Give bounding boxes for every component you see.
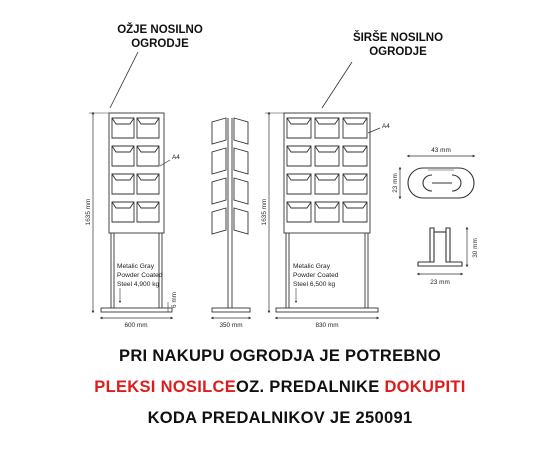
caption-dokupiti: DOKUPITI bbox=[384, 378, 466, 396]
caption-line2 bbox=[0, 378, 560, 397]
narrow-frame-label-line1: OŽJE NOSILNO bbox=[117, 24, 203, 36]
caption-predalnike: OZ. PREDALNIKE bbox=[236, 378, 385, 396]
side-view bbox=[212, 118, 250, 312]
wide-frame-label-line2: OGRODJE bbox=[369, 46, 427, 58]
narrow-width-label: 600 mm bbox=[124, 322, 148, 329]
wide-label-leader bbox=[322, 62, 352, 108]
caption-line3: KODA PREDALNIKOV JE 250091 bbox=[147, 409, 413, 427]
caption-pleksi-nosilce: PLEKSI NOSILCE bbox=[94, 378, 237, 396]
narrow-spec-line1: Metalic Gray bbox=[117, 263, 155, 270]
wide-spec-line3: Steel 6,500 kg bbox=[293, 281, 336, 288]
profile-bottom-width-label: 23 mm bbox=[430, 279, 450, 286]
narrow-stand-pockets bbox=[112, 118, 159, 222]
narrow-frame-label-line2: OGRODJE bbox=[131, 38, 189, 50]
narrow-a4-leader bbox=[160, 160, 170, 166]
profile-top-height-label: 23 mm bbox=[392, 173, 399, 193]
wide-frame-label-line1: ŠIRŠE NOSILNO bbox=[352, 32, 444, 44]
narrow-pocket-size: A4 bbox=[172, 154, 180, 161]
profile-top-width-label: 43 mm bbox=[431, 147, 451, 154]
side-depth-label: 350 mm bbox=[219, 322, 243, 329]
profile-top-cross-section bbox=[408, 168, 474, 198]
narrow-spec-line2: Powder Coated bbox=[117, 272, 163, 279]
wide-spec-line2: Powder Coated bbox=[293, 272, 339, 279]
narrow-label-leader bbox=[110, 52, 138, 108]
wide-spec-line1: Metalic Gray bbox=[293, 263, 331, 270]
narrow-height-label: 1635 mm bbox=[85, 198, 92, 226]
caption-line1: PRI NAKUPU OGRODJA JE POTREBNO bbox=[119, 347, 441, 365]
wide-height-label: 1635 mm bbox=[261, 198, 268, 226]
profile-bottom-height-label: 30 mm bbox=[472, 238, 479, 258]
narrow-foot-label: 6 mm bbox=[171, 292, 178, 308]
narrow-spec-line3: Steel 4,900 kg bbox=[117, 281, 160, 288]
wide-stand-pockets bbox=[287, 118, 367, 222]
wide-width-label: 830 mm bbox=[315, 322, 339, 329]
profile-bottom-cross-section bbox=[418, 228, 462, 266]
wide-pocket-size: A4 bbox=[382, 123, 390, 130]
